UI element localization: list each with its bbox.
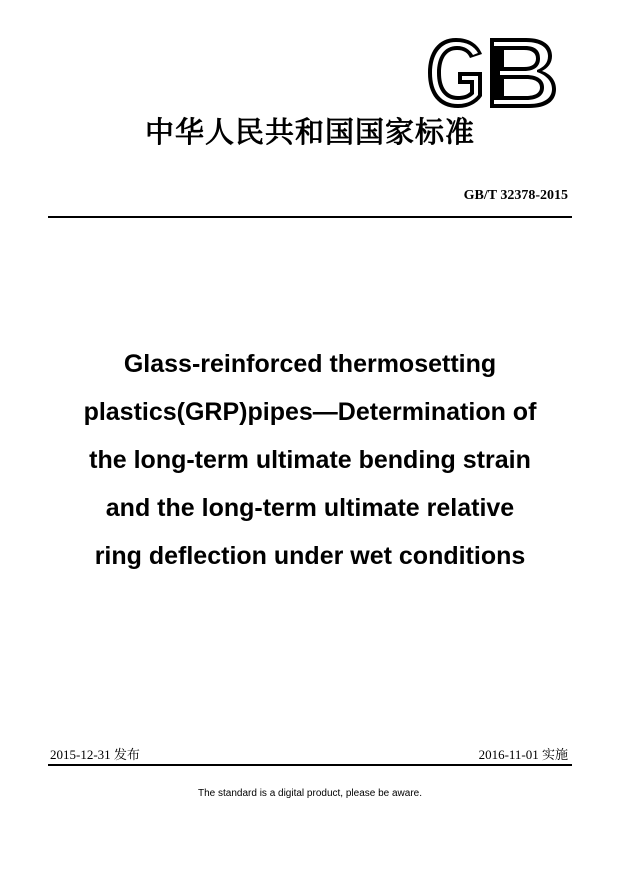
document-title	[0, 340, 620, 580]
title-line: and the long-term ultimate relative	[105, 494, 515, 522]
footer-divider	[48, 764, 572, 766]
standard-number: GB/T 32378-2015	[463, 188, 568, 203]
title-line: the long-term ultimate bending strain	[89, 446, 531, 474]
digital-notice: The standard is a digital product, please be aware.	[197, 788, 423, 799]
date-row	[50, 744, 568, 762]
title-line: plastics(GRP)pipes—Determination of	[83, 398, 537, 426]
title-line: Glass-reinforced thermosetting	[123, 350, 497, 378]
header-divider	[48, 216, 572, 218]
implement-date: 2016-11-01 实施	[478, 747, 568, 762]
publish-date: 2015-12-31 发布	[50, 747, 140, 762]
org-title: 中华人民共和国国家标准	[144, 115, 475, 149]
title-line: ring deflection under wet conditions	[94, 542, 526, 570]
gb-logo-icon	[426, 36, 560, 110]
